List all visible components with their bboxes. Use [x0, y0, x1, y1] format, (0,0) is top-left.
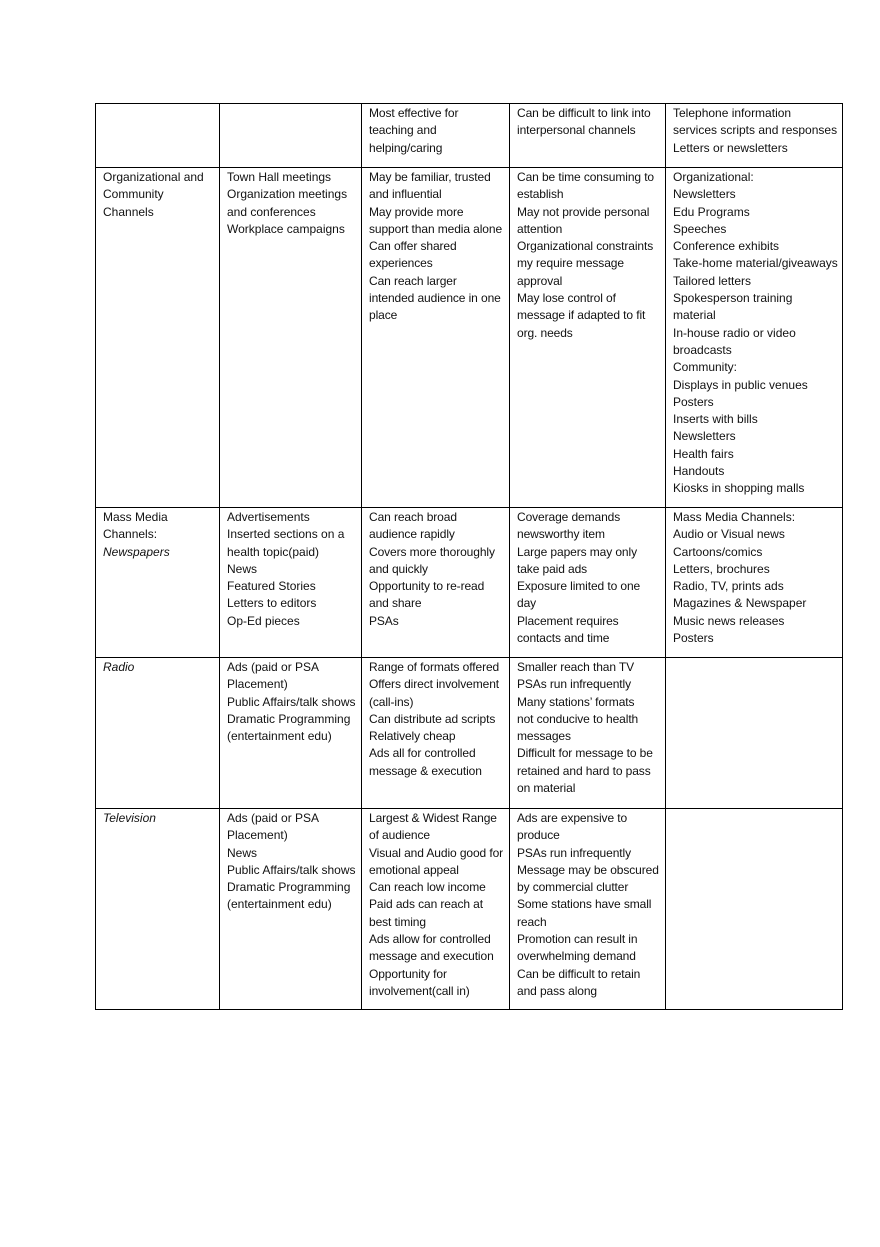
cell-text-line: Telephone information [673, 106, 792, 120]
cell-text-line: Workplace campaigns [227, 221, 345, 236]
cell-text-line: Op-Ed pieces [227, 613, 300, 628]
products-cell [666, 508, 843, 658]
cell-text-line: Opportunity for [369, 966, 447, 981]
cell-text-line: News [227, 561, 258, 576]
cell-text-line: Newsletters [673, 429, 736, 444]
cell-text-line: Take-home material/giveaways [673, 256, 838, 271]
disadvantages-cell [510, 168, 666, 508]
cell-text-line: teaching and [369, 123, 437, 138]
cell-text-line: take paid ads [517, 561, 588, 576]
products-cell [666, 168, 843, 508]
cell-text-line: newsworthy item [517, 527, 605, 542]
channel-cell [96, 809, 220, 1010]
cell-text-line: of audience [369, 828, 430, 843]
cell-text-line: Magazines & Newspaper [673, 596, 807, 611]
cell-text-line: Spokesperson training [673, 291, 793, 306]
products-cell [666, 809, 843, 1010]
cell-text-line: Visual and Audio good for [369, 845, 504, 860]
cell-text-line: Channels [103, 204, 154, 219]
disadvantages-cell [510, 104, 666, 168]
cell-text-line: Placement requires [517, 613, 619, 628]
cell-text-line: Many stations’ formats [517, 694, 635, 709]
cell-text-line: Can reach low income [369, 880, 486, 895]
cell-text-line: In-house radio or video [673, 325, 796, 340]
table-row [96, 508, 843, 658]
cell-text-line: and share [369, 596, 422, 611]
cell-text-line: retained and hard to pass [517, 763, 651, 778]
cell-text-line: my require message [517, 256, 624, 271]
cell-text-line: Cartoons/comics [673, 544, 763, 559]
channel-cell [96, 658, 220, 809]
cell-text-line: Conference exhibits [673, 239, 780, 254]
cell-text-line: Dramatic Programming [227, 880, 351, 895]
cell-text-line: message & execution [369, 763, 482, 778]
cell-text-line: Most effective for [369, 106, 459, 120]
cell-text-line: Handouts [673, 464, 725, 479]
cell-text-line: Exposure limited to one [517, 579, 641, 594]
advantages-cell [362, 168, 510, 508]
advantages-cell [362, 658, 510, 809]
cell-text-line: Newspapers [103, 544, 170, 559]
cell-text-line: Organizational constraints [517, 239, 654, 254]
activities-cell [220, 168, 362, 508]
cell-text-line: Edu Programs [673, 204, 750, 219]
cell-text-line: Offers direct involvement [369, 677, 499, 692]
cell-text-line: Displays in public venues [673, 377, 808, 392]
cell-text-line: Paid ads can reach at [369, 897, 483, 912]
cell-text-line: Can offer shared [369, 239, 457, 254]
cell-text-line: message and execution [369, 949, 494, 964]
cell-text-line: Television [103, 811, 156, 825]
cell-text-line: reach [517, 914, 547, 929]
table-row [96, 168, 843, 508]
cell-text-line: Smaller reach than TV [517, 660, 635, 674]
cell-text-line: broadcasts [673, 342, 732, 357]
cell-text-line: Speeches [673, 221, 727, 236]
cell-text-line: message if adapted to fit [517, 308, 646, 323]
cell-text-line: intended audience in one [369, 291, 501, 306]
cell-text-line: Featured Stories [227, 579, 316, 594]
cell-text-line: and quickly [369, 561, 428, 576]
advantages-cell [362, 508, 510, 658]
cell-text-line: Ads are expensive to [517, 811, 628, 825]
cell-text-line: health topic(paid) [227, 544, 320, 559]
cell-text-line: not conducive to health [517, 711, 639, 726]
cell-text-line: on material [517, 781, 576, 796]
cell-text-line: May lose control of [517, 291, 616, 306]
cell-text-line: Ads all for controlled [369, 746, 476, 761]
cell-text-line: emotional appeal [369, 862, 459, 877]
cell-text-line: overwhelming demand [517, 949, 636, 964]
cell-text-line: Inserted sections on a [227, 527, 345, 542]
cell-text-line: Can reach larger [369, 273, 457, 288]
products-cell [666, 658, 843, 809]
advantages-cell [362, 809, 510, 1010]
table-row [96, 658, 843, 809]
cell-text-line: Can be difficult to link into [517, 106, 651, 120]
cell-text-line: Letters to editors [227, 596, 317, 611]
cell-text-line: Ads (paid or PSA [227, 660, 320, 674]
cell-text-line: establish [517, 187, 564, 202]
cell-text-line: Inserts with bills [673, 412, 758, 427]
cell-text-line: Health fairs [673, 446, 734, 461]
cell-text-line: Placement) [227, 677, 288, 692]
table-row [96, 809, 843, 1010]
cell-text-line: Mass Media [103, 510, 168, 524]
cell-text-line: Relatively cheap [369, 729, 456, 744]
cell-text-line: Can reach broad [369, 510, 457, 524]
disadvantages-cell [510, 508, 666, 658]
cell-text-line: Community [103, 187, 164, 202]
cell-text-line: Organizational: [673, 170, 754, 184]
cell-text-line: Kiosks in shopping malls [673, 481, 805, 496]
cell-text-line: Letters, brochures [673, 561, 770, 576]
cell-text-line: Some stations have small [517, 897, 652, 912]
cell-text-line: Radio [103, 660, 135, 674]
cell-text-line: Dramatic Programming [227, 711, 351, 726]
cell-text-line: Coverage demands [517, 510, 621, 524]
cell-text-line: interpersonal channels [517, 123, 636, 138]
advantages-cell [362, 104, 510, 168]
disadvantages-cell [510, 809, 666, 1010]
cell-text-line: Difficult for message to be [517, 746, 653, 761]
cell-text-line: May be familiar, trusted [369, 170, 491, 184]
cell-text-line: Organizational and [103, 170, 204, 184]
cell-text-line: Public Affairs/talk shows [227, 694, 356, 709]
cell-text-line: Can distribute ad scripts [369, 711, 496, 726]
cell-text-line: Can be difficult to retain [517, 966, 641, 981]
cell-text-line: Community: [673, 360, 738, 375]
cell-text-line: Posters [673, 631, 714, 646]
cell-text-line: (call-ins) [369, 694, 414, 709]
cell-text-line: Message may be obscured [517, 862, 659, 877]
cell-text-line: (entertainment edu) [227, 729, 332, 744]
cell-text-line: attention [517, 221, 563, 236]
channels-table [95, 103, 843, 1010]
cell-text-line: day [517, 596, 537, 611]
cell-text-line: Promotion can result in [517, 932, 638, 947]
cell-text-line: Largest & Widest Range [369, 811, 497, 825]
channel-cell [96, 508, 220, 658]
activities-cell [220, 809, 362, 1010]
cell-text-line: News [227, 845, 258, 860]
cell-text-line: Opportunity to re-read [369, 579, 485, 594]
cell-text-line: and pass along [517, 983, 597, 998]
cell-text-line: services scripts and responses [673, 123, 838, 138]
cell-text-line: PSAs run infrequently [517, 677, 631, 692]
cell-text-line: (entertainment edu) [227, 897, 332, 912]
cell-text-line: Range of formats offered [369, 660, 500, 674]
disadvantages-cell [510, 658, 666, 809]
cell-text-line: Public Affairs/talk shows [227, 862, 356, 877]
activities-cell [220, 508, 362, 658]
products-cell [666, 104, 843, 168]
cell-text-line: Tailored letters [673, 273, 752, 288]
cell-text-line: Can be time consuming to [517, 170, 655, 184]
cell-text-line: place [369, 308, 398, 323]
cell-text-line: and influential [369, 187, 442, 202]
cell-text-line: Town Hall meetings [227, 170, 332, 184]
channel-cell [96, 168, 220, 508]
cell-text-line: produce [517, 828, 560, 843]
cell-text-line: May provide more [369, 204, 464, 219]
cell-text-line: org. needs [517, 325, 573, 340]
channel-cell [96, 104, 220, 168]
activities-cell [220, 658, 362, 809]
cell-text-line: Letters or newsletters [673, 140, 788, 155]
cell-text-line: experiences [369, 256, 433, 271]
cell-text-line: by commercial clutter [517, 880, 629, 895]
cell-text-line: Covers more thoroughly [369, 544, 495, 559]
cell-text-line: Advertisements [227, 510, 310, 524]
cell-text-line: Radio, TV, prints ads [673, 579, 784, 594]
cell-text-line: involvement(call in) [369, 983, 470, 998]
cell-text-line: Ads (paid or PSA [227, 811, 320, 825]
cell-text-line: audience rapidly [369, 527, 455, 542]
cell-text-line: material [673, 308, 716, 323]
cell-text-line: Music news releases [673, 613, 785, 628]
cell-text-line: approval [517, 273, 563, 288]
cell-text-line: helping/caring [369, 140, 443, 155]
cell-text-line: May not provide personal [517, 204, 650, 219]
cell-text-line: Large papers may only [517, 544, 637, 559]
cell-text-line: Audio or Visual news [673, 527, 785, 542]
cell-text-line: PSAs run infrequently [517, 845, 631, 860]
cell-text-line: Mass Media Channels: [673, 510, 796, 524]
cell-text-line: Placement) [227, 828, 288, 843]
cell-text-line: Channels: [103, 527, 158, 542]
table-body [96, 104, 843, 1010]
cell-text-line: Ads allow for controlled [369, 932, 491, 947]
cell-text-line: messages [517, 729, 571, 744]
cell-text-line: best timing [369, 914, 426, 929]
cell-text-line: Newsletters [673, 187, 736, 202]
activities-cell [220, 104, 362, 168]
cell-text-line: contacts and time [517, 631, 610, 646]
cell-text-line: and conferences [227, 204, 316, 219]
cell-text-line: Posters [673, 394, 714, 409]
cell-text-line: PSAs [369, 613, 399, 628]
cell-text-line: support than media alone [369, 221, 503, 236]
table-row [96, 104, 843, 168]
cell-text-line: Organization meetings [227, 187, 348, 202]
